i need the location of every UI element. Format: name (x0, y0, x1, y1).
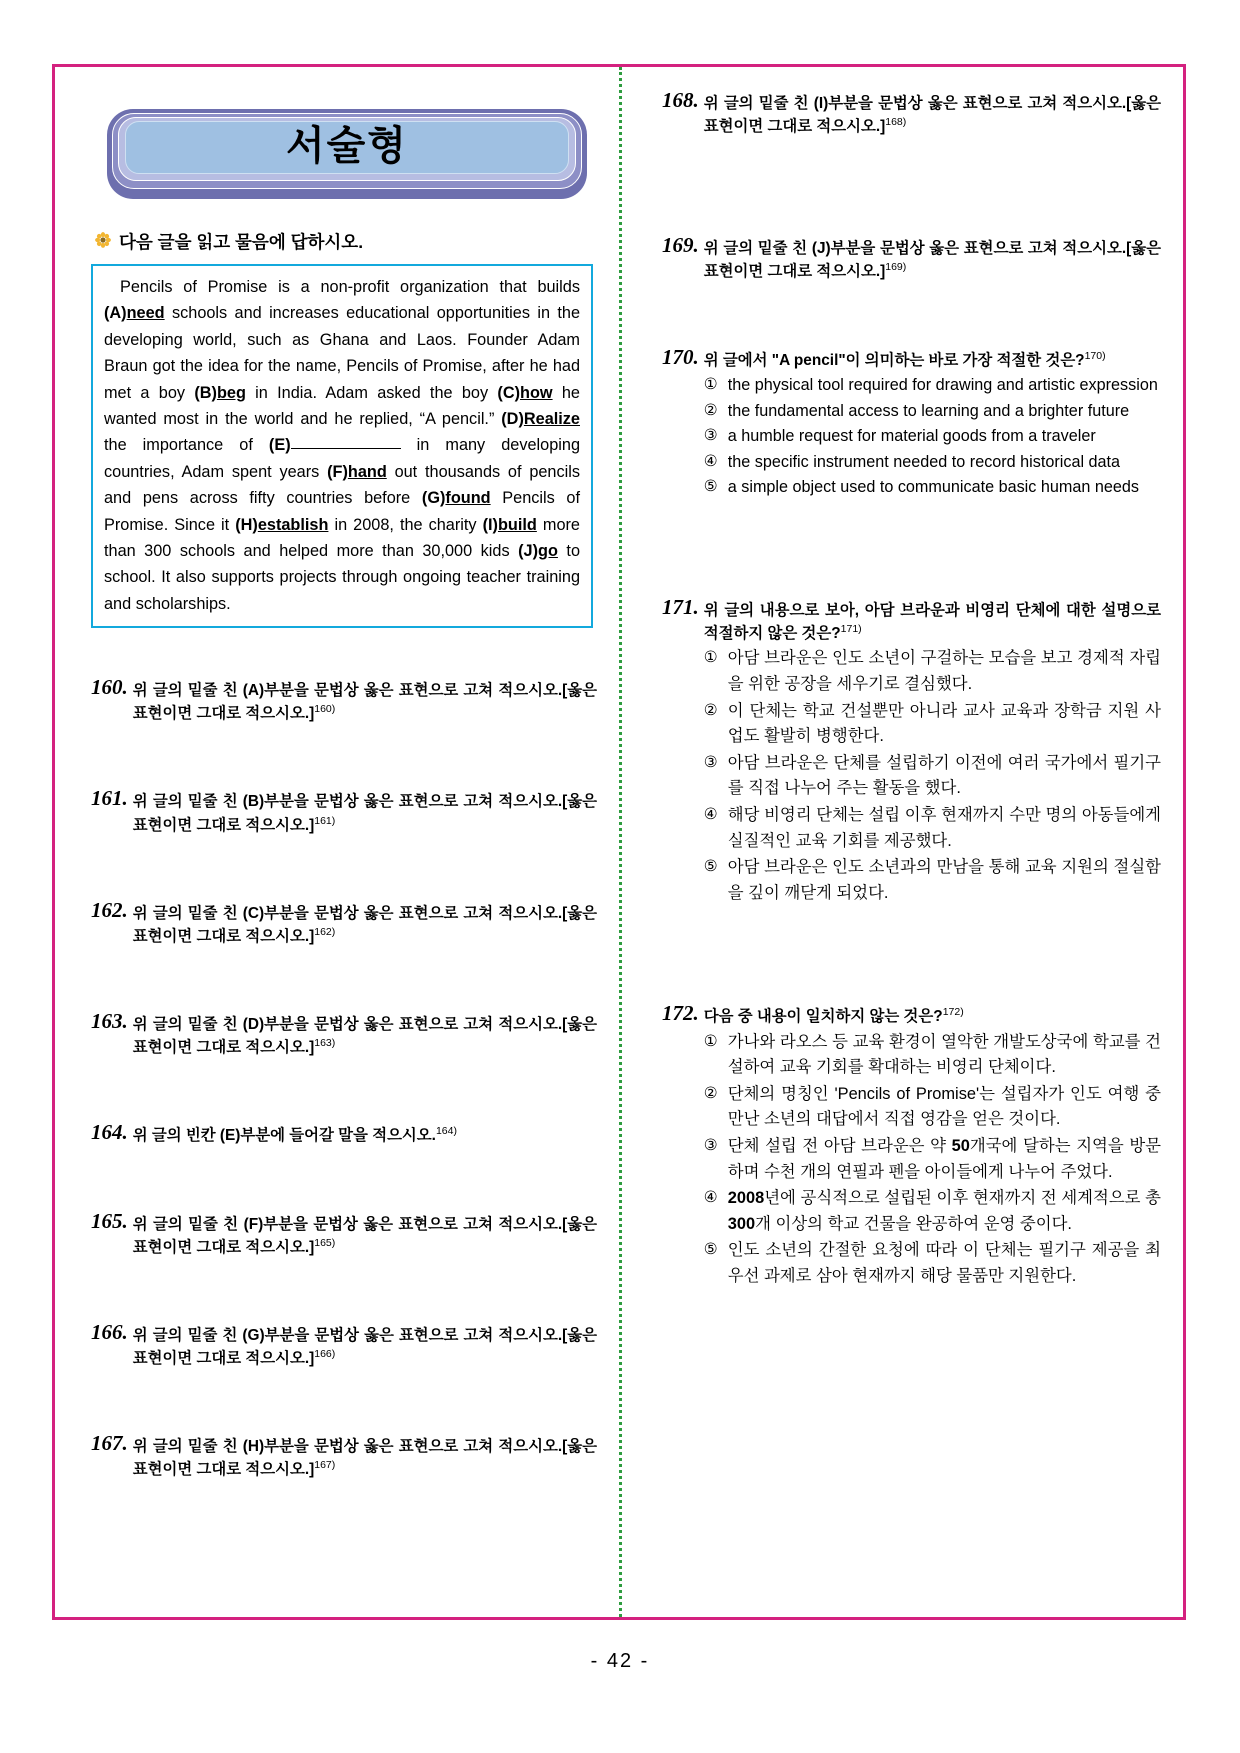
option-text: 2008년에 공식적으로 설립된 이후 현재까지 전 세계적으로 총 300개 이상의 학교 건물을 완공하여 운영 중이다. (727, 1189, 1161, 1233)
question-number: 165. (91, 1208, 128, 1233)
option-text: the specific instrument needed to record historical data (727, 452, 1121, 471)
passage-text: more than 300 schools and helped more than 30,000 kids (104, 515, 580, 560)
option-marker: ④ (703, 452, 718, 470)
option-item[interactable] (704, 424, 1161, 449)
question-footnote: 172) (942, 1006, 964, 1019)
question-stem: 위 글의 밑줄 친 (A)부분을 문법상 옳은 표현으로 고쳐 적으시오.[옳은 표현이면 그대로 적으시오.] (132, 682, 597, 723)
question-stem: 위 글에서 "A pencil"이 의미하는 바로 가장 적절한 것은? (703, 351, 1085, 369)
option-item[interactable] (704, 399, 1161, 424)
reading-passage (91, 264, 593, 628)
option-emphasis: 50 (951, 1136, 970, 1155)
question-footnote: 170) (1084, 349, 1106, 362)
passage-text: in India. Adam asked the boy (245, 383, 498, 402)
left-question-list (77, 676, 597, 1482)
question-footnote: 164) (435, 1125, 457, 1138)
question-body (133, 787, 597, 836)
option-text: 아담 브라운은 단체를 설립하기 이전에 여러 국가에서 필기구를 직접 나누어 주는 활동을 했다. (727, 753, 1161, 798)
spacer (77, 1148, 597, 1210)
question-stem: 위 글의 밑줄 친 (D)부분을 문법상 옳은 표현으로 고쳐 적으시오.[옳은 표현이면 그대로 적으시오.] (132, 1016, 597, 1057)
passage-highlight: Realize (523, 409, 580, 428)
passage-highlight: need (126, 304, 165, 323)
option-text: the physical tool required for drawing and artistic expression (727, 375, 1158, 394)
spacer (77, 1259, 597, 1321)
option-item[interactable] (704, 373, 1161, 398)
option-text: 해당 비영리 단체는 설립 이후 현재까지 수만 명의 아동들에게 실질적인 교육 기회를 제공했다. (727, 805, 1161, 850)
question-number: 162. (91, 897, 128, 922)
option-marker: ⑤ (703, 858, 718, 876)
option-marker: ① (703, 1032, 718, 1050)
option-marker: ② (703, 1084, 718, 1102)
question-162 (91, 899, 597, 948)
option-list (704, 373, 1161, 500)
option-item[interactable] (704, 803, 1161, 854)
question-body (704, 596, 1161, 906)
question-footnote: 169) (885, 261, 907, 274)
passage-marker: (E) (268, 436, 291, 455)
option-emphasis: 300 (727, 1214, 756, 1233)
question-stem: 위 글의 밑줄 친 (J)부분을 문법상 옳은 표현으로 고쳐 적으시오.[옳은 표현이면 그대로 적으시오.] (703, 240, 1161, 281)
question-160 (91, 676, 597, 725)
passage-highlight: found (445, 489, 491, 508)
spacer (648, 138, 1161, 234)
question-footnote: 163) (314, 1037, 336, 1050)
passage-marker: (A) (104, 304, 127, 323)
page-frame (52, 64, 1186, 1620)
right-column (619, 67, 1183, 1617)
option-item[interactable] (704, 450, 1161, 475)
passage-highlight: build (497, 515, 537, 534)
question-body (704, 234, 1161, 283)
question-stem: 위 글의 밑줄 친 (F)부분을 문법상 옳은 표현으로 고쳐 적으시오.[옳은 표현이면 그대로 적으시오.] (132, 1215, 597, 1256)
spacer (648, 284, 1161, 346)
option-text: a simple object used to communicate basic human needs (727, 478, 1139, 497)
option-item[interactable] (704, 699, 1161, 750)
option-item[interactable] (704, 1238, 1161, 1289)
question-stem: 다음 중 내용이 일치하지 않는 것은? (703, 1008, 943, 1026)
passage-marker: (I) (482, 515, 498, 534)
question-body (133, 1210, 597, 1259)
question-164 (91, 1121, 597, 1147)
passage-highlight: go (538, 541, 558, 560)
page-footer (0, 1650, 1240, 1673)
option-marker: ④ (703, 805, 718, 823)
passage-text: Pencils of Promise. Since it (104, 489, 580, 534)
question-footnote: 168) (885, 116, 907, 129)
left-column (55, 67, 619, 1617)
question-number: 169. (662, 233, 699, 258)
question-body (133, 1321, 597, 1370)
page-columns (55, 67, 1183, 1617)
page-number: - 42 - (590, 1650, 650, 1672)
question-number: 163. (91, 1009, 128, 1034)
banner-layer-inner (125, 121, 569, 174)
passage-text: he wanted most in the world and he replied, “A pencil.” (104, 383, 580, 428)
passage-marker: (C) (497, 383, 521, 402)
question-body (704, 346, 1161, 500)
question-footnote: 167) (314, 1459, 336, 1472)
option-item[interactable] (704, 646, 1161, 697)
option-text: 아담 브라운은 인도 소년이 구걸하는 모습을 보고 경제적 자립을 위한 공장을 세우기로 결심했다. (727, 649, 1161, 693)
question-stem: 위 글의 밑줄 친 (B)부분을 문법상 옳은 표현으로 고쳐 적으시오.[옳은 표현이면 그대로 적으시오.] (132, 793, 597, 834)
option-marker: ② (703, 701, 718, 719)
question-number: 170. (662, 344, 699, 369)
passage-marker: (J) (518, 541, 539, 560)
passage-marker: (D) (501, 409, 524, 428)
question-footnote: 166) (314, 1348, 336, 1361)
right-question-list (648, 89, 1161, 284)
option-item[interactable] (704, 1082, 1161, 1133)
question-stem: 위 글의 빈칸 (E)부분에 들어갈 말을 적으시오. (132, 1127, 436, 1145)
option-text: 단체 설립 전 아담 브라운은 약 50개국에 달하는 지역을 방문하며 수천 개의 연필과 펜을 아이들에게 나누어 주었다. (727, 1136, 1162, 1181)
option-emphasis: 2008 (727, 1189, 765, 1208)
option-marker: ③ (703, 427, 718, 445)
blank-line-E (291, 448, 401, 449)
spacer (77, 1059, 597, 1121)
option-marker: ③ (703, 1136, 718, 1154)
question-number: 160. (91, 675, 128, 700)
question-163 (91, 1010, 597, 1059)
spacer (77, 628, 597, 676)
passage-text: the importance of (104, 436, 269, 455)
option-text: 인도 소년의 간절한 요청에 따라 이 단체는 필기구 제공을 최우선 과제로 삼아 현재까지 해당 물품만 지원한다. (727, 1241, 1161, 1285)
option-marker: ② (703, 401, 718, 419)
question-169 (662, 234, 1161, 283)
question-body (133, 1010, 597, 1059)
option-list (704, 646, 1161, 906)
question-number: 172. (662, 1001, 699, 1026)
passage-marker: (B) (194, 383, 217, 402)
option-list (704, 1030, 1161, 1290)
question-167 (91, 1432, 597, 1481)
option-item[interactable] (704, 751, 1161, 802)
question-171 (662, 596, 1161, 906)
question-number: 161. (91, 786, 128, 811)
question-footnote: 171) (840, 623, 862, 636)
reading-instruction (95, 229, 597, 254)
option-text: the fundamental access to learning and a brighter future (727, 401, 1130, 420)
spacer (77, 1370, 597, 1432)
question-number: 167. (91, 1431, 128, 1456)
question-body (133, 1121, 597, 1147)
question-172 (662, 1002, 1161, 1289)
question-number: 164. (91, 1120, 128, 1145)
spacer (648, 500, 1161, 596)
question-body (704, 1002, 1161, 1289)
spacer (648, 906, 1161, 1002)
question-footnote: 162) (314, 925, 336, 938)
question-body (704, 89, 1161, 138)
question-170 (662, 346, 1161, 500)
option-marker: ③ (703, 753, 718, 771)
flower-icon (95, 232, 111, 248)
title-banner (107, 109, 587, 199)
question-number: 166. (91, 1320, 128, 1345)
question-footnote: 165) (314, 1236, 336, 1249)
spacer (77, 725, 597, 787)
passage-text: in many developing countries, Adam spent years (104, 436, 580, 481)
option-text: 단체의 명칭인 'Pencils of Promise'는 설립자가 인도 여행 중 만난 소년의 대답에서 직접 영감을 얻은 것이다. (727, 1084, 1161, 1129)
option-marker: ① (703, 649, 718, 667)
option-item[interactable] (704, 1030, 1161, 1081)
question-footnote: 161) (314, 814, 336, 827)
passage-marker: (F) (327, 462, 348, 481)
option-marker: ① (703, 375, 718, 393)
option-text: 아담 브라운은 인도 소년과의 만남을 통해 교육 지원의 절실함을 깊이 깨닫게 되었다. (727, 858, 1161, 902)
passage-highlight: beg (216, 383, 246, 402)
passage-text: in 2008, the charity (328, 515, 483, 534)
question-footnote: 160) (314, 703, 336, 716)
passage-highlight: how (520, 383, 553, 402)
option-text: a humble request for material goods from a traveler (727, 427, 1096, 446)
passage-highlight: establish (257, 515, 329, 534)
spacer (77, 948, 597, 1010)
page-title: 서술형 (286, 124, 408, 168)
passage-text: to school. It also supports projects through ongoing teacher training and scholarships. (104, 541, 580, 613)
option-item[interactable] (704, 475, 1161, 500)
question-161 (91, 787, 597, 836)
question-stem: 위 글의 밑줄 친 (I)부분을 문법상 옳은 표현으로 고쳐 적으시오.[옳은 표현이면 그대로 적으시오.] (703, 95, 1161, 136)
option-marker: ④ (703, 1189, 718, 1207)
spacer (77, 837, 597, 899)
option-text: 이 단체는 학교 건설뿐만 아니라 교사 교육과 장학금 지원 사업도 활발히 병행한다. (727, 701, 1161, 746)
option-item[interactable] (704, 1186, 1161, 1237)
passage-marker: (G) (421, 489, 446, 508)
question-number: 171. (662, 595, 699, 620)
question-body (133, 676, 597, 725)
option-item[interactable] (704, 855, 1161, 906)
passage-text: schools and increases educational opportunities in the developing world, such as Ghana and Laos. Founder Adam Braun got the idea for the name, Pencils of Promise, after he had met a boy (104, 304, 580, 402)
passage-text: Pencils of Promise is a non-profit organization that builds (120, 278, 580, 296)
passage-text: out thousands of pencils and pens across fifty countries before (104, 462, 580, 508)
question-body (133, 899, 597, 948)
question-body (133, 1432, 597, 1481)
option-text: 가나와 라오스 등 교육 환경이 열악한 개발도상국에 학교를 건설하여 교육 기회를 확대하는 비영리 단체이다. (727, 1032, 1161, 1077)
question-number: 168. (662, 88, 699, 112)
passage-marker: (H) (235, 515, 258, 534)
question-stem: 위 글의 밑줄 친 (G)부분을 문법상 옳은 표현으로 고쳐 적으시오.[옳은 표현이면 그대로 적으시오.] (132, 1327, 597, 1368)
question-stem: 위 글의 밑줄 친 (H)부분을 문법상 옳은 표현으로 고쳐 적으시오.[옳은 표현이면 그대로 적으시오.] (132, 1438, 597, 1479)
passage-highlight: hand (347, 462, 387, 481)
instruction-text: 다음 글을 읽고 물음에 답하시오. (119, 232, 364, 252)
question-165 (91, 1210, 597, 1259)
option-marker: ⑤ (703, 1241, 718, 1259)
question-166 (91, 1321, 597, 1370)
question-168 (662, 89, 1161, 138)
option-item[interactable] (704, 1134, 1161, 1185)
option-marker: ⑤ (703, 478, 718, 496)
question-stem: 위 글의 밑줄 친 (C)부분을 문법상 옳은 표현으로 고쳐 적으시오.[옳은 표현이면 그대로 적으시오.] (132, 904, 597, 945)
question-stem: 위 글의 내용으로 보아, 아담 브라운과 비영리 단체에 대한 설명으로 적절하지 않은 것은? (703, 602, 1161, 643)
